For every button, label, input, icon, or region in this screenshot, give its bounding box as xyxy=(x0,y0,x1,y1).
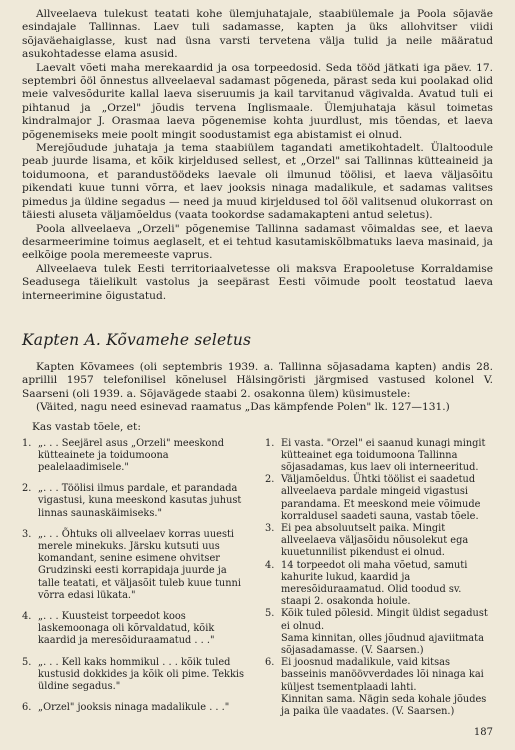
claim-item xyxy=(22,611,250,648)
item-text: „. . . Kell kaks hommikul . . . kõik tuled kustusid dokkides ja kõik oli pime. Tekkis üldine segadus." xyxy=(38,656,245,693)
item-text: Ei vasta. "Orzel" ei saanud kunagi mingit kütteainet ega toidumoona Tallinna sõjasadamas, kus laev oli interneeritud. xyxy=(281,437,486,473)
item-text: 14 torpeedot oli maha võetud, samuti kahurite lukud, kaardid ja meresõiduraamatud. Olid toodud sv. staapi 2. osakonda hoiule. xyxy=(281,559,468,608)
item-text: Väljamõeldus. Ühtki töölist ei saadetud allveelaeva pardale mingeid vigastusi parandama. Et meeskond meie võimude korraldusel saadeti sauna, vastab tõele. xyxy=(281,474,481,522)
paragraph: Merejõudude juhataja ja tema staabiülem tagandati ametikohtadelt. Ülaltoodule peab juurde lisama, et kõik kirjeldused sellest, et „Orzel" sai Tallinnas kütteaineid ja toidumoona, et parandustöödeks laevale oli ilmunud töölisi, et laeva väljasõitu pikendati kuue tunni võrra, et laev jooksis ninaga madalikule, et sadamas valitses pimedus ja üldine segadus — need ja muud kirjeldused tol õöl valitsenud olukorrast on täiesti aluseta väljamõeldus (vaata tookordse sadamakapteni antud seletus). xyxy=(22,142,493,222)
item-text: Kinnitan sama. Nägin seda kohale jõudes ja paika üle vaadates. (V. Saarsen.) xyxy=(281,693,487,718)
answer-item xyxy=(265,608,493,632)
item-number: 3. xyxy=(22,528,32,540)
answer-item xyxy=(265,694,493,718)
intro-paragraph: Kapten Kõvamees (oli septembris 1939. a. Tallinna sõjasadama kapten) andis 28. aprillil 1957 telefonilisel kõnelusel Hälsingöristi järgmised vastused kolonel V. Saarseni (oli 1939. a. Sõjavägede staabi 2. osakonna ülem) küsimustele: xyxy=(22,360,493,400)
item-text: „. . . Töölisi ilmus pardale, et parandada vigastusi, kuna meeskond kasutas juhust linnas saunaskäimiseks." xyxy=(38,483,242,519)
paragraph: Laevalt võeti maha merekaardid ja osa torpeedosid. Seda tööd jätkati iga päev. 17. septembri õöl õnnestus allveelaeval sadamast põgeneda, pärast seda kui poolakad olid meie valvesõdurite kallal laeva siseruumis ja kail tarvitanud vägivalda. Avatud tuli ei pihtanud ja „Orzel" jõudis tervena Inglismaale. Ülemjuhataja käsul toimetas kindralmajor J. Orasmaa laeva põgenemise kohta juurdlust, mis tõendas, et laeva põgenemiseks meie poolt mingit soodustamist ega abistamist ei olnud. xyxy=(22,61,493,141)
note-paragraph: (Väited, nagu need esinevad raamatus „Das kämpfende Polen" lk. 127—131.) xyxy=(36,401,450,414)
question-intro: Kas vastab tõele, et: xyxy=(32,420,141,433)
answer-item xyxy=(265,474,493,523)
answers-column xyxy=(265,438,493,724)
item-number: 1. xyxy=(265,437,275,449)
claims-column xyxy=(22,438,250,724)
item-text: Sama kinnitan, olles jõudnud ajaviitmata sõjasadamasse. (V. Saarsen.) xyxy=(281,632,484,657)
answer-item xyxy=(265,523,493,560)
item-number: 3. xyxy=(265,522,275,534)
item-text: Ei joosnud madalikule, vaid kitsas basseinis manöövverdades lõi ninaga kai küljest tsementplaadi lahti. xyxy=(281,657,484,693)
page-number: 187 xyxy=(473,727,493,738)
claim-item xyxy=(22,483,250,520)
qa-columns xyxy=(22,438,493,724)
item-number: 4. xyxy=(265,559,275,571)
item-number xyxy=(265,633,281,657)
item-number: 6. xyxy=(22,702,32,714)
item-text: Kõik tuled põlesid. Mingit üldist segadust ei olnud. xyxy=(281,608,488,632)
section-title: Kapten A. Kõvamehe seletus xyxy=(22,330,252,349)
item-text: „Orzel" jooksis ninaga madalikule . . ." xyxy=(38,702,230,714)
item-number: 4. xyxy=(22,611,32,622)
paragraph: Poola allveelaeva „Orzeli" põgenemise Tallinna sadamast võimaldas see, et laeva desarmeerimine toimus aeglaselt, et ei tehtud kasutamiskõlbmatuks laeva masinaid, ja eelkõige poola meremeeste vaprus. xyxy=(22,222,493,262)
answer-item xyxy=(265,633,493,657)
answer-item xyxy=(265,657,493,694)
claim-item xyxy=(22,438,250,475)
item-text: „. . . Õhtuks oli allveelaev korras uuesti merele minekuks. Järsku kutsuti uus komandant, senine esimene ohvitser Grudzinski eesti korrapidaja juurde ja talle teatati, et väljasõit tuleb kuue tunni võrra edasi lükata." xyxy=(38,528,241,601)
item-text: „. . . Seejärel asus „Orzeli" meeskond kütteainete ja toidumoona pealelaadimisele." xyxy=(38,437,224,473)
item-number: 5. xyxy=(22,656,32,668)
item-number xyxy=(265,694,281,718)
item-number: 2. xyxy=(22,483,32,495)
item-text: Ei pea absoluutselt paika. Mingit allveelaeva väljasõidu nõusolekut ega kuuetunnilist pikendust ei olnud. xyxy=(281,522,469,559)
item-number: 5. xyxy=(265,608,275,620)
item-number: 2. xyxy=(265,474,275,486)
item-text: „. . . Kuusteist torpeedot koos laskemoonaga oli kõrvaldatud, kõik kaardid ja meresõiduraamatud . . ." xyxy=(38,611,215,647)
claim-item xyxy=(22,702,250,714)
document-page xyxy=(22,8,493,750)
claim-item xyxy=(22,657,250,694)
paragraph: Allveelaeva tulekust teatati kohe ülemjuhatajale, staabiülemale ja Poola sõjaväe esindajale Tallinnas. Laev tuli sadamasse, kapten ja üks allohvitser viidi sõjaväehaiglasse, kust nad üsna varsti tervetena välja tulid ja neile määratud asukohtadesse elama asusid. xyxy=(22,8,493,61)
claim-item xyxy=(22,529,250,602)
answer-item xyxy=(265,438,493,475)
item-number: 6. xyxy=(265,657,275,669)
answer-item xyxy=(265,560,493,609)
item-number: 1. xyxy=(22,437,32,449)
paragraph: Allveelaeva tulek Eesti territoriaalvetesse oli maksva Erapooletuse Korraldamise Seadusega täielikult vastolus ja seepärast Eesti võimude poolt teostatud laeva interneerimine õigustatud. xyxy=(22,262,493,302)
